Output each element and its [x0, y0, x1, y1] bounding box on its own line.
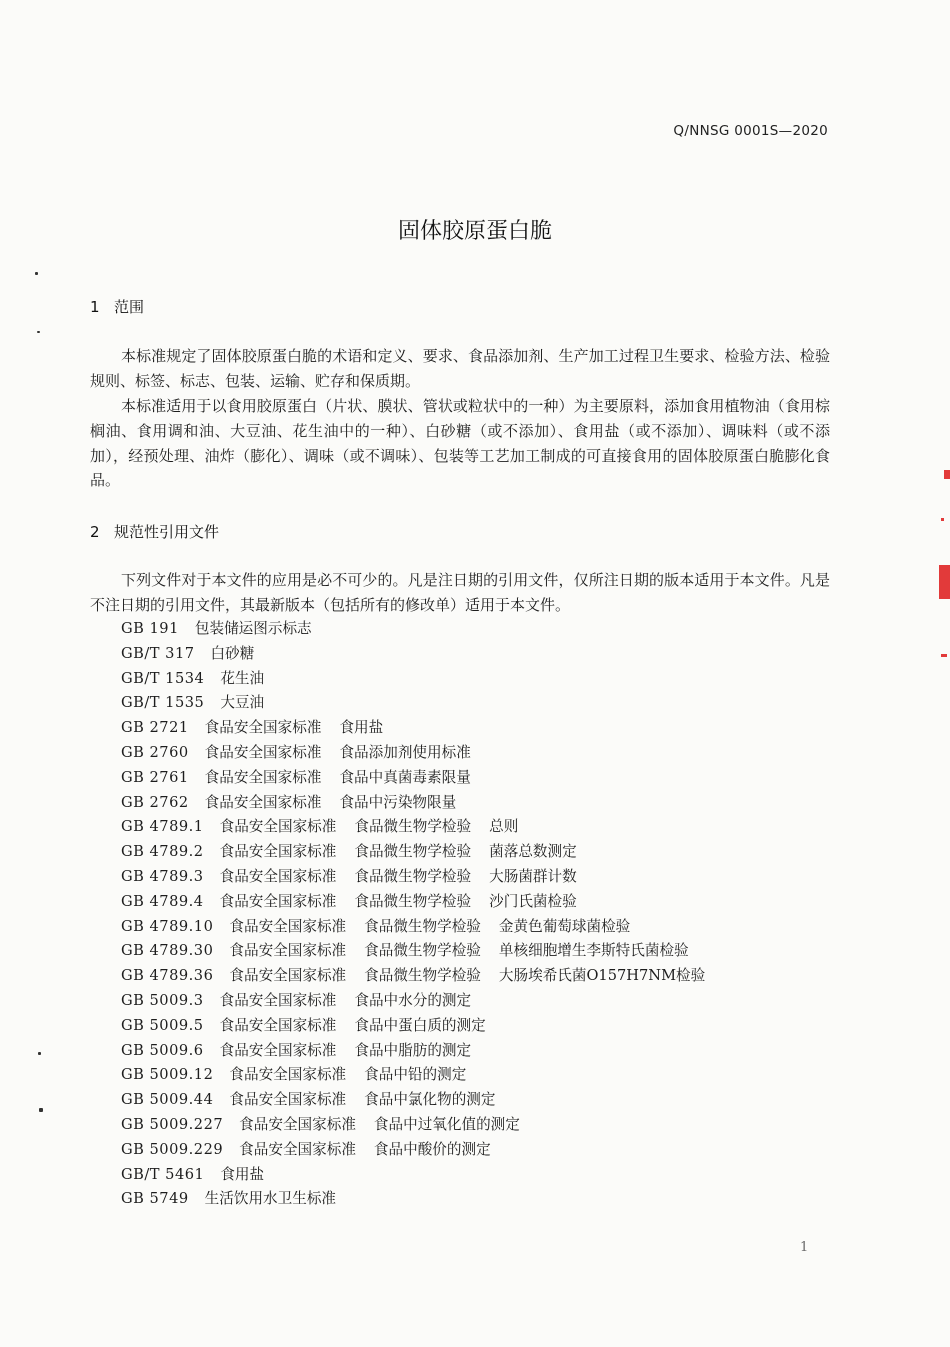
reference-title: 食品安全国家标准 [229, 1066, 347, 1084]
reference-code: GB/T 1534 [121, 669, 205, 687]
reference-item [121, 915, 705, 940]
reference-title: 食品安全国家标准 [229, 1091, 347, 1109]
reference-code: GB 4789.4 [121, 892, 204, 910]
reference-subtitle: 食品中过氧化值的测定 [373, 1115, 520, 1133]
reference-code: GB 5009.5 [121, 1016, 204, 1034]
reference-item [121, 642, 705, 667]
reference-item [121, 1063, 705, 1088]
reference-code: GB 4789.3 [121, 867, 204, 885]
reference-code: GB/T 1535 [121, 694, 205, 712]
reference-title: 食品安全国家标准 [204, 743, 322, 761]
reference-title: 食品安全国家标准 [219, 818, 337, 836]
reference-subtitle: 食品中污染物限量 [339, 793, 457, 811]
reference-code: GB 2760 [121, 743, 189, 761]
reference-subtitle: 食品中蛋白质的测定 [354, 1016, 486, 1034]
reference-title: 食品安全国家标准 [219, 1016, 337, 1034]
section-heading-normative-refs [90, 521, 219, 542]
reference-detail: 沙门氏菌检验 [489, 892, 577, 910]
reference-item [121, 716, 705, 741]
reference-title: 食品安全国家标准 [204, 719, 322, 737]
reference-code: GB 4789.30 [121, 942, 214, 960]
standard-code: Q/NNSG 0001S—2020 [673, 123, 828, 139]
document-title: 固体胶原蛋白脆 [397, 219, 552, 244]
reference-title: 食用盐 [220, 1165, 265, 1183]
reference-subtitle: 食用盐 [339, 719, 384, 737]
reference-code: GB 5009.12 [121, 1066, 214, 1084]
reference-subtitle: 食品微生物学检验 [364, 917, 481, 935]
reference-subtitle: 食品中脂肪的测定 [354, 1041, 472, 1059]
reference-code: GB 5009.3 [121, 991, 204, 1009]
reference-title: 大豆油 [220, 694, 265, 712]
reference-title: 食品安全国家标准 [204, 793, 322, 811]
reference-item [121, 617, 705, 642]
reference-detail: 金黄色葡萄球菌检验 [498, 917, 631, 935]
reference-code: GB 4789.1 [121, 818, 204, 836]
section-number: 2 [90, 523, 100, 541]
scan-speck [38, 1052, 41, 1055]
reference-code: GB 4789.36 [121, 967, 214, 985]
reference-item [121, 1039, 705, 1064]
reference-item [121, 1113, 705, 1138]
scope-paragraph-2: 本标准适用于以食用胶原蛋白（片状、膜状、管状或粒状中的一种）为主要原料，添加食用植物油（食用棕榈油、食用调和油、大豆油、花生油中的一种）、白砂糖（或不添加）、食用盐（或不添加）、调味料（或不添加），经预处理、油炸（膨化）、调味（或不调味）、包装等工艺加工制成的可直接食用的固体胶原蛋白脆膨化食品。 [90, 397, 830, 490]
reference-title: 白砂糖 [210, 644, 255, 662]
reference-subtitle: 食品中酸价的测定 [373, 1140, 491, 1158]
reference-subtitle: 食品微生物学检验 [364, 942, 481, 960]
reference-subtitle: 食品微生物学检验 [354, 892, 472, 910]
scan-speck [37, 331, 40, 333]
reference-detail: 菌落总数测定 [489, 843, 577, 861]
reference-title: 食品安全国家标准 [239, 1115, 356, 1133]
reference-item [121, 1088, 705, 1113]
reference-item [121, 989, 705, 1014]
section-number: 1 [90, 298, 100, 316]
reference-item [121, 791, 705, 816]
reference-code: GB 5749 [121, 1190, 189, 1208]
reference-title: 食品安全国家标准 [219, 1041, 337, 1059]
reference-item [121, 667, 705, 692]
reference-code: GB 5009.227 [121, 1115, 224, 1133]
reference-code: GB/T 5461 [121, 1165, 205, 1183]
reference-title: 食品安全国家标准 [219, 892, 337, 910]
reference-code: GB 4789.10 [121, 917, 214, 935]
reference-title: 食品安全国家标准 [229, 917, 347, 935]
reference-item [121, 840, 705, 865]
reference-item [121, 815, 705, 840]
section-heading-scope [90, 296, 144, 317]
reference-title: 食品安全国家标准 [219, 843, 337, 861]
reference-item [121, 1187, 705, 1212]
reference-detail: 单核细胞增生李斯特氏菌检验 [498, 942, 689, 960]
reference-detail: 大肠菌群计数 [489, 867, 577, 885]
reference-code: GB 5009.44 [121, 1091, 214, 1109]
scan-speck [35, 272, 38, 275]
edge-mark [941, 654, 947, 657]
reference-detail: 总则 [489, 818, 519, 836]
page-number: 1 [800, 1240, 809, 1255]
reference-subtitle: 食品中水分的测定 [354, 991, 472, 1009]
reference-subtitle: 食品中氯化物的测定 [364, 1091, 496, 1109]
reference-item [121, 1163, 705, 1188]
reference-title: 生活饮用水卫生标准 [204, 1190, 337, 1208]
reference-code: GB 191 [121, 620, 179, 637]
reference-subtitle: 食品微生物学检验 [354, 867, 472, 885]
reference-code: GB/T 317 [121, 644, 195, 662]
reference-code: GB 5009.229 [121, 1140, 224, 1158]
reference-item [121, 691, 705, 716]
reference-item [121, 741, 705, 766]
edge-mark [939, 565, 950, 599]
normative-refs-intro: 下列文件对于本文件的应用是必不可少的。凡是注日期的引用文件，仅所注日期的版本适用于本文件。凡是不注日期的引用文件，其最新版本（包括所有的修改单）适用于本文件。 [90, 571, 830, 614]
reference-subtitle: 食品添加剂使用标准 [339, 743, 471, 761]
reference-item [121, 964, 705, 989]
reference-title: 食品安全国家标准 [219, 867, 337, 885]
reference-code: GB 5009.6 [121, 1041, 204, 1059]
reference-code: GB 2762 [121, 793, 189, 811]
section-title: 规范性引用文件 [114, 523, 220, 541]
reference-title: 食品安全国家标准 [229, 967, 347, 985]
reference-item [121, 766, 705, 791]
reference-item [121, 1014, 705, 1039]
reference-code: GB 2721 [121, 719, 189, 737]
scope-paragraph-1: 本标准规定了固体胶原蛋白脆的术语和定义、要求、食品添加剂、生产加工过程卫生要求、检验方法、检验规则、标签、标志、包装、运输、贮存和保质期。 [90, 347, 830, 390]
reference-item [121, 890, 705, 915]
reference-subtitle: 食品微生物学检验 [354, 818, 472, 836]
reference-code: GB 2761 [121, 768, 189, 786]
edge-mark [941, 518, 944, 521]
scan-speck [39, 1108, 43, 1112]
reference-subtitle: 食品中铅的测定 [364, 1066, 467, 1084]
reference-detail: 大肠埃希氏菌O157H7NM检验 [498, 967, 706, 985]
reference-item [121, 1138, 705, 1163]
reference-item [121, 939, 705, 964]
section-title: 范围 [114, 298, 145, 316]
reference-title: 食品安全国家标准 [239, 1140, 356, 1158]
edge-mark [944, 470, 950, 479]
reference-item [121, 865, 705, 890]
reference-subtitle: 食品微生物学检验 [364, 967, 481, 985]
reference-title: 食品安全国家标准 [219, 991, 337, 1009]
reference-code: GB 4789.2 [121, 843, 204, 861]
reference-subtitle: 食品微生物学检验 [354, 843, 472, 861]
reference-title: 食品安全国家标准 [229, 942, 347, 960]
reference-title: 包装储运图示标志 [194, 620, 312, 637]
reference-list [121, 617, 705, 1212]
reference-subtitle: 食品中真菌毒素限量 [339, 768, 471, 786]
reference-title: 食品安全国家标准 [204, 768, 322, 786]
reference-title: 花生油 [220, 669, 265, 687]
